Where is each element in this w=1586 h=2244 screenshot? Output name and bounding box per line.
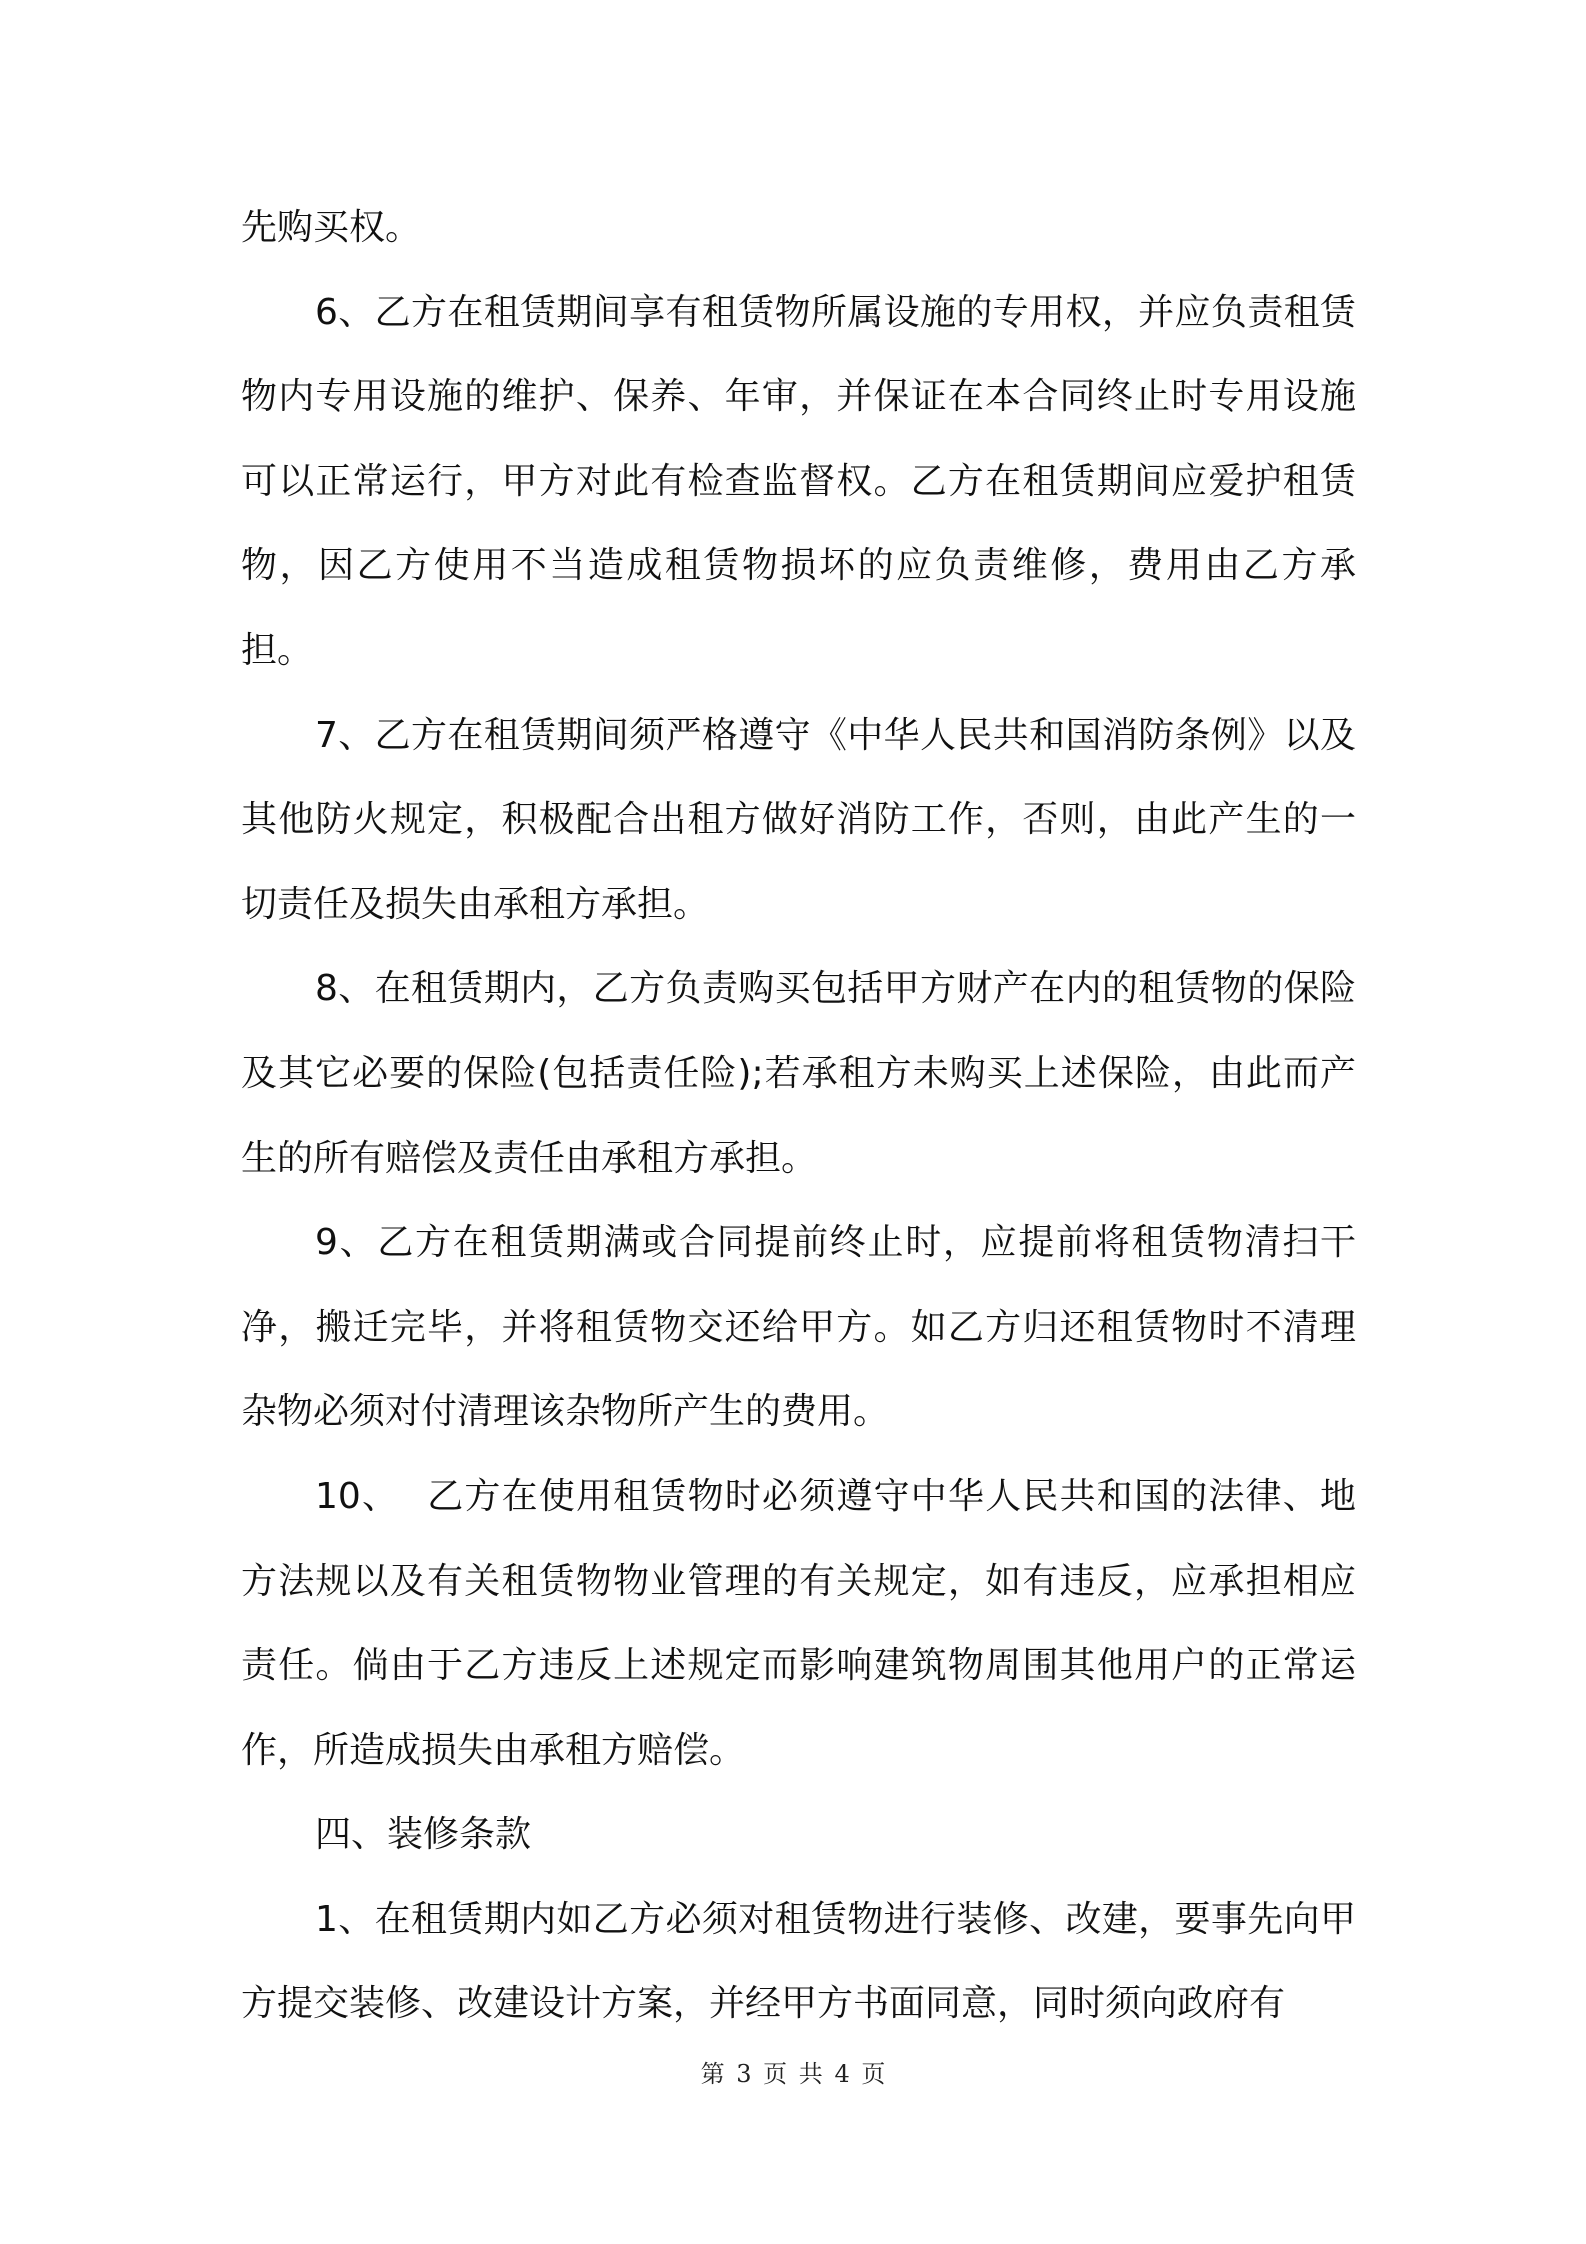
clause-number: 8、 xyxy=(315,968,375,1010)
clause-8 xyxy=(241,947,1356,1201)
section-heading xyxy=(241,1793,1356,1878)
renovation-clause-1 xyxy=(241,1878,1356,2047)
page-footer xyxy=(0,2058,1586,2090)
paragraph-text: 乙方在租赁期间须严格遵守《中华人民共和国消防条例》以及其他防火规定，积极配合出租方做好消防工作，否则，由此产生的一切责任及损失由承租方承担。 xyxy=(241,714,1356,925)
section-heading-text: 四、装修条款 xyxy=(315,1814,532,1856)
clause-number: 1、 xyxy=(315,1898,375,1940)
document-body xyxy=(241,186,1356,2047)
clause-number: 10、 xyxy=(315,1475,400,1517)
paragraph-text: 在租赁期内，乙方负责购买包括甲方财产在内的租赁物的保险及其它必要的保险(包括责任险);若承租方未购买上述保险，由此而产生的所有赔偿及责任由承租方承担。 xyxy=(241,968,1356,1179)
clause-7 xyxy=(241,694,1356,948)
paragraph-text: 乙方在租赁期间享有租赁物所属设施的专用权，并应负责租赁物内专用设施的维护、保养、年审，并保证在本合同终止时专用设施可以正常运行，甲方对此有检查监督权。乙方在租赁期间应爱护租赁物，因乙方使用不当造成租赁物损坏的应负责维修，费用由乙方承担。 xyxy=(241,291,1356,671)
paragraph-text: 在租赁期内如乙方必须对租赁物进行装修、改建，要事先向甲方提交装修、改建设计方案，并经甲方书面同意，同时须向政府有 xyxy=(241,1898,1356,2025)
clause-number: 7、 xyxy=(315,714,375,756)
page-number: 第 3 页 共 4 页 xyxy=(700,2060,886,2088)
clause-number: 9、 xyxy=(315,1222,378,1264)
paragraph-text: 先购买权。 xyxy=(241,207,422,248)
clause-9 xyxy=(241,1201,1356,1455)
paragraph-text: 乙方在租赁期满或合同提前终止时，应提前将租赁物清扫干净，搬迁完毕，并将租赁物交还给甲方。如乙方归还租赁物时不清理杂物必须对付清理该杂物所产生的费用。 xyxy=(241,1222,1356,1433)
paragraph-continuation xyxy=(241,186,1356,271)
clause-6 xyxy=(241,271,1356,694)
paragraph-text: 乙方在使用租赁物时必须遵守中华人民共和国的法律、地方法规以及有关租赁物物业管理的有关规定，如有违反，应承担相应责任。倘由于乙方违反上述规定而影响建筑物周围其他用户的正常运作，所造成损失由承租方赔偿。 xyxy=(241,1475,1356,1771)
clause-number: 6、 xyxy=(315,291,375,333)
clause-10 xyxy=(241,1455,1356,1793)
